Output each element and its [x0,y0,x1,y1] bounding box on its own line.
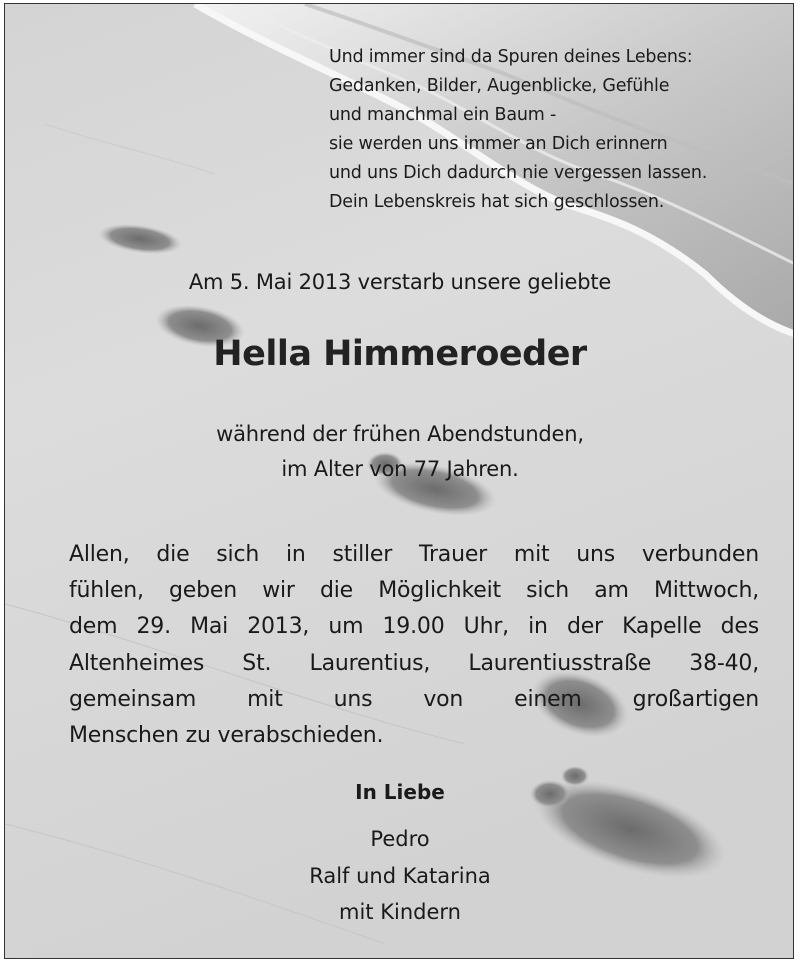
signer: Pedro [370,827,430,851]
invitation-line: Altenheimes St. Laurentius, Laurentiusstraße 38-40, [69,650,759,676]
obituary-notice [4,3,794,959]
poem-line: Und immer sind da Spuren deines Lebens: [329,47,693,67]
closing-phrase: In Liebe [355,780,445,804]
invitation-line: fühlen, geben wir die Möglichkeit sich am Mittwoch, [69,578,759,604]
invitation-line: Allen, die sich in stiller Trauer mit uns verbunden [69,542,759,567]
signer: Ralf und Katarina [309,863,491,888]
poem-verse [329,43,779,217]
signer: mit Kindern [339,900,461,924]
death-details [5,417,794,487]
signers [5,821,794,931]
poem-line: sie werden uns immer an Dich erinnern [329,134,668,154]
invitation-line: gemeinsam mit uns von einem großartigen [69,686,759,712]
poem-line: und uns Dich dadurch nie vergessen lassen. [329,163,708,183]
deceased-name: Hella Himmeroeder [213,334,587,374]
poem-line: Dein Lebenskreis hat sich geschlossen. [329,192,665,212]
memorial-invitation [69,537,759,754]
poem-line: Gedanken, Bilder, Augenblicke, Gefühle [329,76,670,96]
invitation-line: Menschen zu verabschieden. [69,722,384,748]
death-announcement: Am 5. Mai 2013 verstarb unsere geliebte [188,270,612,294]
death-age: im Alter von 77 Jahren. [281,457,519,481]
invitation-line: dem 29. Mai 2013, um 19.00 Uhr, in der Kapelle des [69,614,759,640]
poem-line: und manchmal ein Baum - [329,105,557,125]
death-time: während der frühen Abendstunden, [216,422,584,446]
